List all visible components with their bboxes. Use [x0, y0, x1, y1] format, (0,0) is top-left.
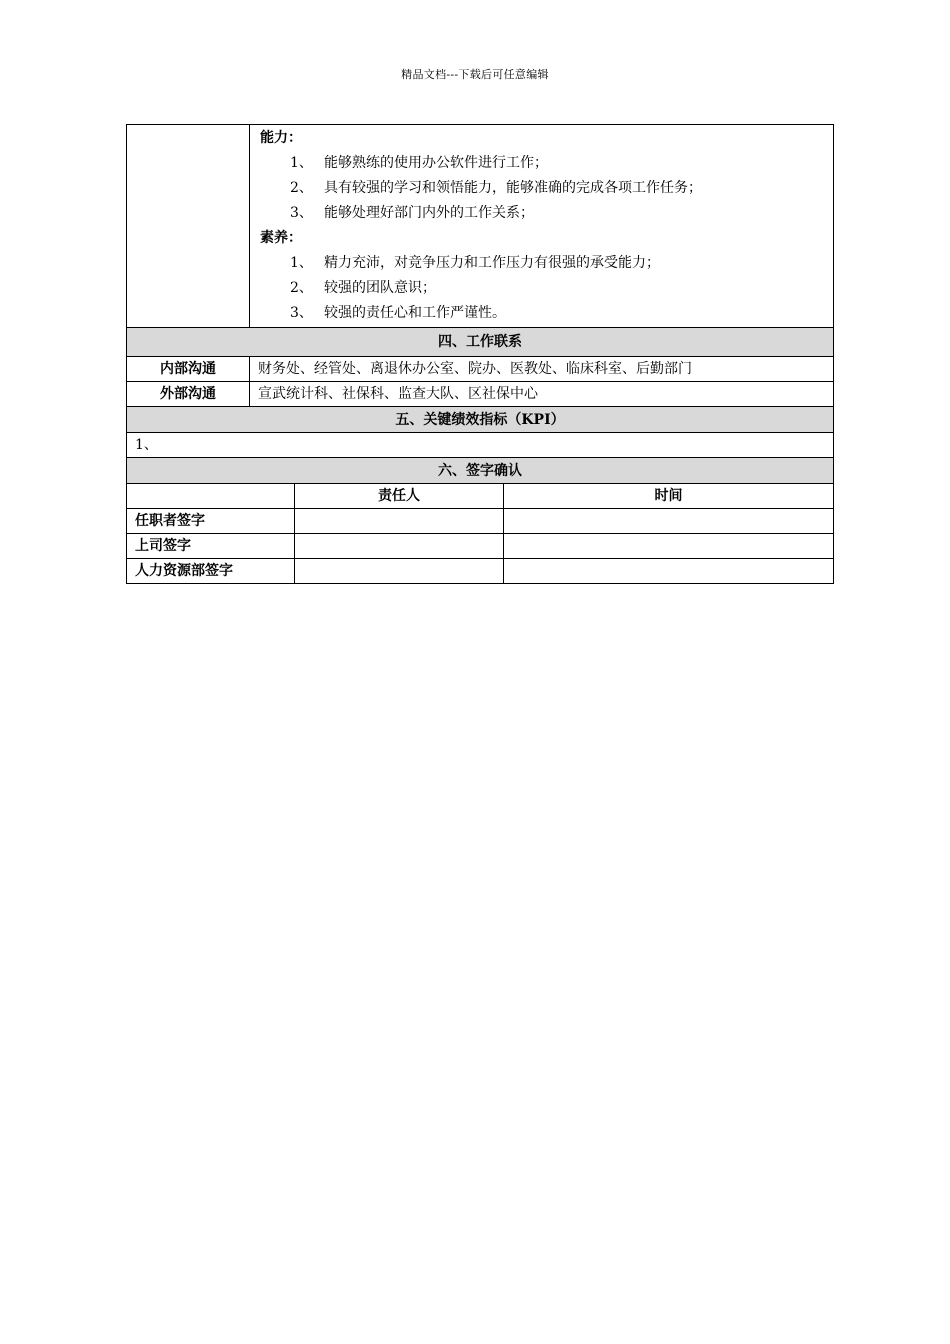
qualifications-cell: [250, 125, 834, 328]
ability-heading: 能力：: [260, 130, 302, 146]
signature-title-row: [127, 458, 834, 484]
col-time-header: 时间: [504, 484, 834, 509]
signature-row-label: 人力资源部签字: [127, 559, 295, 584]
ability-item: [260, 176, 823, 201]
quality-item: [260, 251, 823, 276]
signature-title: 六、签字确认: [127, 458, 834, 484]
internal-contact-row: [127, 357, 834, 382]
quality-item: [260, 276, 823, 301]
internal-contact-value: 财务处、经管处、离退休办公室、院办、医教处、临床科室、后勤部门: [250, 357, 834, 382]
page-header: 精品文档---下载后可任意编辑: [401, 68, 549, 81]
signature-time-field[interactable]: [504, 534, 834, 559]
item-text: 能够熟练的使用办公软件进行工作；: [324, 155, 548, 171]
quality-item: [260, 301, 823, 326]
ability-item: [260, 151, 823, 176]
external-contact-row: [127, 382, 834, 407]
signature-responsible-field[interactable]: [295, 534, 504, 559]
kpi-item-row: [127, 433, 834, 458]
item-text: 较强的责任心和工作严谨性。: [324, 305, 506, 321]
signature-responsible-field[interactable]: [295, 559, 504, 584]
signature-time-field[interactable]: [504, 559, 834, 584]
external-contact-label: 外部沟通: [127, 382, 250, 407]
kpi-title-row: [127, 407, 834, 433]
item-text: 具有较强的学习和领悟能力，能够准确的完成各项工作任务；: [324, 180, 702, 196]
qualifications-label-cell: [127, 125, 250, 328]
item-number: 1、: [290, 255, 313, 271]
signature-row: [127, 509, 834, 534]
item-text: 能够处理好部门内外的工作关系；: [324, 205, 534, 221]
item-text: 精力充沛，对竞争压力和工作压力有很强的承受能力；: [324, 255, 660, 271]
signature-time-field[interactable]: [504, 509, 834, 534]
signature-header-row: [127, 484, 834, 509]
work-contacts-title-row: [127, 328, 834, 357]
qualifications-row: [127, 125, 834, 328]
item-number: 3、: [290, 205, 313, 221]
signature-responsible-field[interactable]: [295, 509, 504, 534]
signature-header-empty: [127, 484, 295, 509]
signature-row-label: 上司签字: [127, 534, 295, 559]
item-number: 2、: [290, 280, 313, 296]
signature-row: [127, 534, 834, 559]
quality-heading: 素养：: [260, 230, 302, 246]
item-number: 1、: [290, 155, 313, 171]
ability-item: [260, 201, 823, 226]
kpi-title: 五、关键绩效指标（KPI）: [127, 407, 834, 433]
item-number: 2、: [290, 180, 313, 196]
item-number: 3、: [290, 305, 313, 321]
signature-row: [127, 559, 834, 584]
col-responsible-header: 责任人: [295, 484, 504, 509]
work-contacts-title: 四、工作联系: [127, 328, 834, 357]
item-text: 较强的团队意识；: [324, 280, 436, 296]
internal-contact-label: 内部沟通: [127, 357, 250, 382]
external-contact-value: 宣武统计科、社保科、监查大队、区社保中心: [250, 382, 834, 407]
signature-row-label: 任职者签字: [127, 509, 295, 534]
kpi-item: 1、: [127, 433, 834, 458]
job-description-table: [126, 124, 834, 584]
